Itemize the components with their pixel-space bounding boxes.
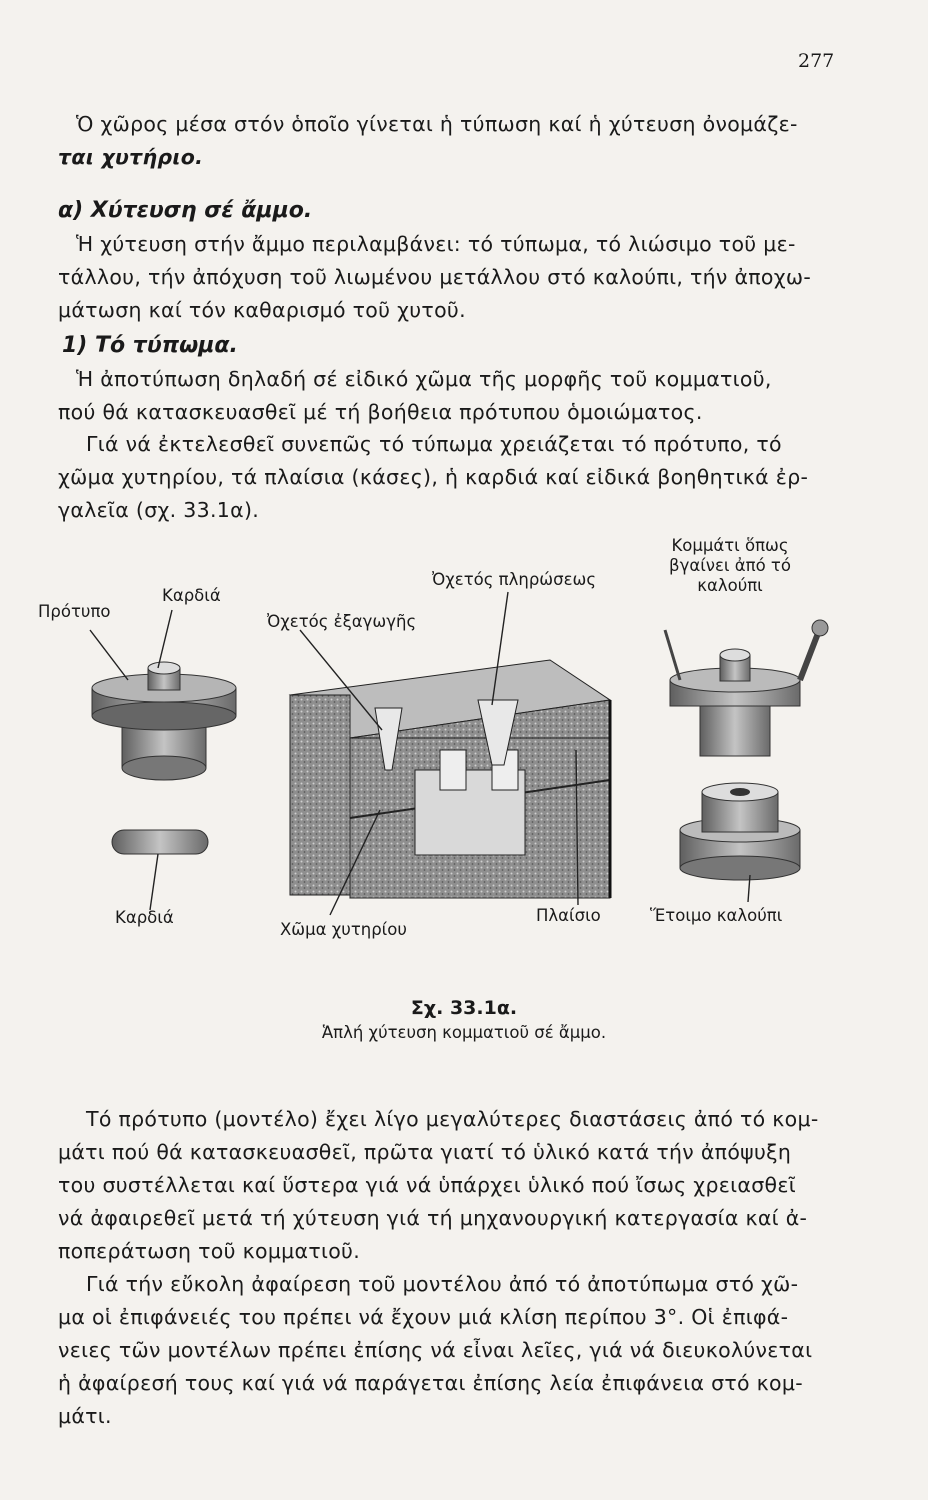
intro-paragraph <box>58 108 848 174</box>
body-line: Γιά τήν εὔκολη ἀφαίρεση τοῦ μοντέλου ἀπό τό ἀποτύπωμα στό χῶ- <box>86 1272 799 1296</box>
core-rod <box>112 830 208 854</box>
body-line: Τό πρότυπο (μοντέλο) ἔχει λίγο μεγαλύτερες διαστάσεις ἀπό τό κομ- <box>86 1107 819 1131</box>
label-ready-mold: Ἕτοιμο καλούπι <box>650 906 783 925</box>
body-line: του συστέλλεται καί ὕστερα γιά νά ὑπάρχει ὑλικό πού ἴσως χρειασθεῖ <box>58 1173 796 1197</box>
cast-piece <box>665 620 828 756</box>
ready-mold-piece <box>680 783 800 880</box>
section-a-line: Ἡ χύτευση στήν ἄμμο περιλαμβάνει: τό τύπωμα, τό λιώσιμο τοῦ με- <box>76 232 796 256</box>
body-line: ἡ ἀφαίρεσή τους καί γιά νά παράγεται ἐπίσης λεία ἐπιφάνεια στό κομ- <box>58 1371 803 1395</box>
figure-caption-subtitle: Ἁπλή χύτευση κομματιοῦ σέ ἄμμο. <box>321 1023 607 1042</box>
mold-box <box>290 660 610 898</box>
label-frame: Πλαίσιο <box>536 906 601 925</box>
body-line: μάτι. <box>58 1404 112 1428</box>
section-1-line: Γιά νά ἐκτελεσθεῖ συνεπῶς τό τύπωμα χρειάζεται τό πρότυπο, τό <box>86 432 782 456</box>
figure-sand-casting <box>30 530 910 950</box>
body-line: ποπεράτωση τοῦ κομματιοῦ. <box>58 1239 361 1263</box>
body-line: νά ἀφαιρεθεῖ μετά τή χύτευση γιά τή μηχανουργική κατεργασία καί ἀ- <box>58 1206 808 1230</box>
section-1-line: Ἡ ἀποτύπωση δηλαδή σέ εἰδικό χῶμα τῆς μορφῆς τοῦ κομματιοῦ, <box>76 367 772 391</box>
section-a-line: τάλλου, τήν ἀπόχυση τοῦ λιωμένου μετάλλου στό καλούπι, τήν ἀποχω- <box>58 265 812 289</box>
section-a-heading: α) Χύτευση σέ ἄμμο. <box>58 198 313 223</box>
label-core-bottom: Καρδιά <box>115 908 174 927</box>
prototype-pattern <box>92 662 236 780</box>
label-core-top: Καρδιά <box>162 586 221 605</box>
body-line: μάτι πού θά κατασκευασθεῖ, πρῶτα γιατί τό ὑλικό κατά τήν ἀπόψυξη <box>58 1140 792 1164</box>
section-1-heading: 1) Τό τύπωμα. <box>62 333 238 358</box>
label-outlet: Ὀχετός ἐξαγωγῆς <box>267 612 417 631</box>
label-inlet: Ὀχετός πληρώσεως <box>432 570 597 589</box>
section-1-paragraph-2 <box>58 428 848 527</box>
body-paragraph-2 <box>58 1268 848 1433</box>
label-piece: Κομμάτι ὅπως βγαίνει ἀπό τό καλούπι <box>669 536 791 595</box>
label-prototype: Πρότυπο <box>38 602 111 621</box>
section-1-line: χῶμα χυτηρίου, τά πλαίσια (κάσες), ἡ καρδιά καί εἰδικά βοηθητικά ἐρ- <box>58 465 809 489</box>
section-a-paragraph <box>58 228 848 327</box>
section-1-line: γαλεῖα (σχ. 33.1α). <box>58 498 260 522</box>
page-number: 277 <box>798 50 835 72</box>
body-paragraph-1 <box>58 1103 848 1268</box>
intro-line: ται χυτήριο. <box>58 145 204 169</box>
section-a-line: μάτωση καί τόν καθαρισμό τοῦ χυτοῦ. <box>58 298 466 322</box>
label-sand: Χῶμα χυτηρίου <box>280 920 407 939</box>
intro-line: Ὁ χῶρος μέσα στόν ὁποῖο γίνεται ἡ τύπωση καί ἡ χύτευση ὀνομάζε- <box>76 112 798 136</box>
section-1-paragraph-1 <box>58 363 848 429</box>
body-line: νειες τῶν μοντέλων πρέπει ἐπίσης νά εἶναι λεῖες, γιά νά διευκολύνεται <box>58 1338 813 1362</box>
figure-caption-title: Σχ. 33.1α. <box>410 997 518 1019</box>
section-1-line: πού θά κατασκευασθεῖ μέ τή βοήθεια πρότυπου ὁμοιώματος. <box>58 400 703 424</box>
body-line: μα οἱ ἐπιφάνειές του πρέπει νά ἔχουν μιά κλίση περίπου 3°. Οἱ ἐπιφά- <box>58 1305 789 1329</box>
